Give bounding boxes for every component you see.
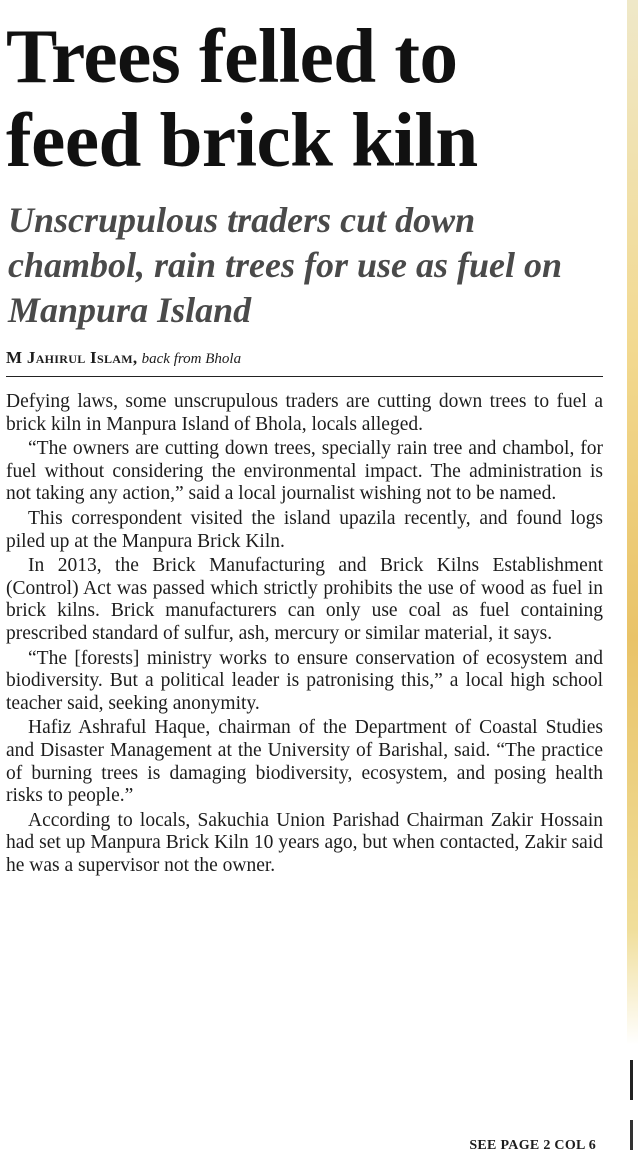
news-article [6,0,603,879]
adjacent-page-fragment [630,1120,633,1150]
paragraph: This correspondent visited the island upazila recently, and found logs piled up at the Manpura Brick Kiln. [6,507,603,552]
byline-location: back from Bhola [141,351,242,367]
headline: Trees felled to feed brick kiln [6,13,478,183]
paragraph: According to locals, Sakuchia Union Parishad Chairman Zakir Hossain had set up Manpura Brick Kiln 10 years ago, but when contacted, Zakir said he was a supervisor not the owner. [6,809,603,876]
paragraph: In 2013, the Brick Manufacturing and Brick Kilns Establishment (Control) Act was passed which strictly prohibits the use of wood as fuel in brick kilns. Brick manufacturers can only use coal as fuel containing prescribed standard of sulfur, ash, mercury or similar material, it says. [6,555,603,644]
paragraph: “The [forests] ministry works to ensure conservation of ecosystem and biodiversity. But a political leader is patronising this,” a local high school teacher said, seeking anonymity. [6,647,603,714]
adjacent-page-edge [627,0,638,1161]
adjacent-page-fragment [630,1060,633,1100]
byline-author: M Jahirul Islam, [6,348,138,367]
subheadline: Unscrupulous traders cut down chambol, rain trees for use as fuel on Manpura Island [8,200,563,330]
paragraph: “The owners are cutting down trees, specially rain tree and chambol, for fuel without considering the environmental impact. The administration is not taking any action,” said a local journalist wishing not to be named. [6,438,603,505]
article-body [6,391,603,877]
paragraph: Hafiz Ashraful Haque, chairman of the Department of Coastal Studies and Disaster Management at the University of Barishal, said. “The practice of burning trees is damaging biodiversity, ecosystem, and posing health risks to people.” [6,717,603,807]
byline [6,347,603,377]
paragraph: Defying laws, some unscrupulous traders are cutting down trees to fuel a brick kiln in Manpura Island of Bhola, locals alleged. [6,391,603,435]
jump-line: SEE PAGE 2 COL 6 [469,1138,596,1153]
